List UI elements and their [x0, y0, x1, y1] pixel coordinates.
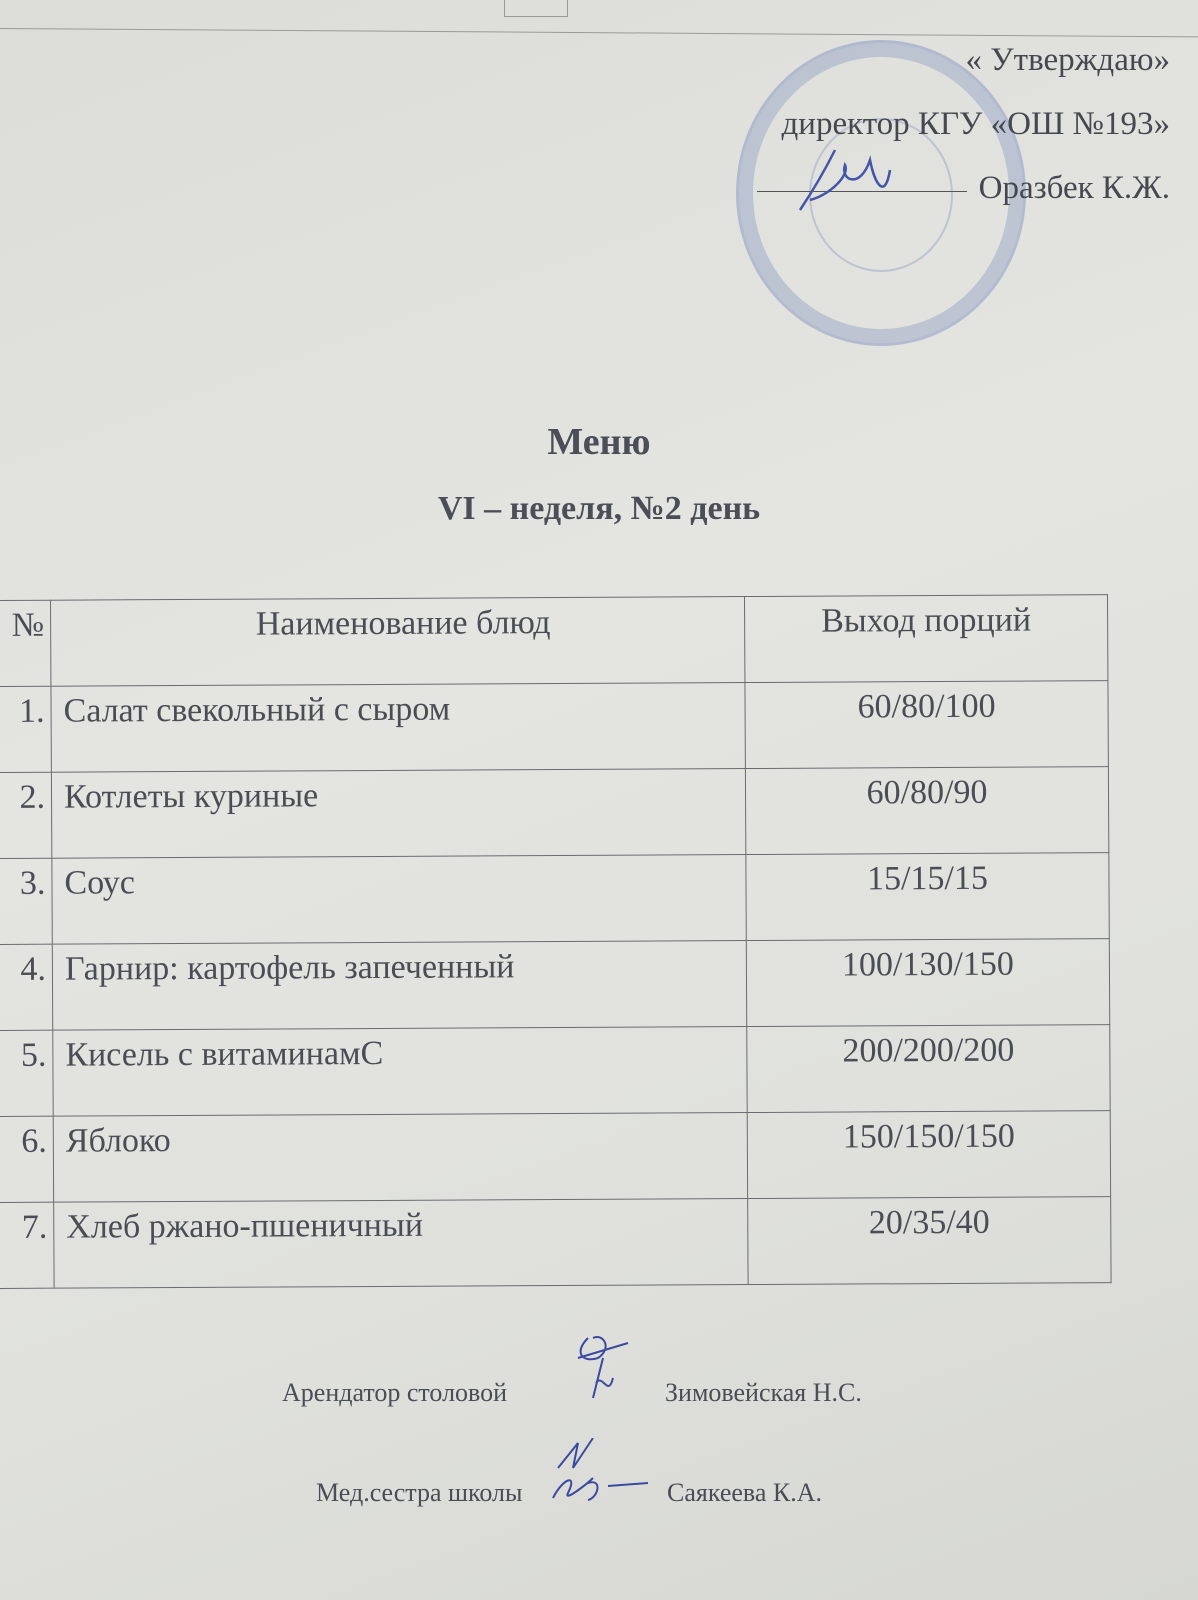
- nurse-role: Мед.сестра школы: [316, 1478, 523, 1507]
- document-title: Меню: [547, 421, 651, 463]
- approval-position: директор КГУ «ОШ №193»: [781, 106, 1170, 142]
- row-no: 4.: [0, 944, 53, 1030]
- table-header-row: [0, 595, 1108, 687]
- row-no: 7.: [0, 1202, 54, 1288]
- row-portion-output: 100/130/150: [746, 939, 1109, 1027]
- nurse-signature-icon: [548, 1438, 658, 1508]
- row-dish-name: Кисель с витаминамС: [53, 1027, 747, 1117]
- row-dish-name: Яблоко: [53, 1113, 747, 1203]
- row-dish-name: Гарнир: картофель запеченный: [52, 941, 746, 1031]
- approval-signature-line: [757, 156, 1170, 220]
- document-subtitle: VI – неделя, №2 день: [437, 490, 761, 527]
- table-row: [0, 681, 1108, 773]
- row-no: 5.: [0, 1030, 53, 1116]
- canteen-name: Зимовейская Н.С.: [665, 1378, 862, 1407]
- table-row: [0, 939, 1110, 1031]
- signature-underline: [757, 191, 967, 192]
- header-no: №: [0, 600, 51, 686]
- header-cell-fragment: [504, 0, 568, 17]
- row-dish-name: Салат свекольный с сыром: [51, 683, 745, 773]
- row-no: 2.: [0, 772, 52, 858]
- header-dish-name: Наименование блюд: [51, 597, 745, 687]
- approval-title: « Утверждаю»: [965, 42, 1170, 78]
- nurse-name: Саякеева К.А.: [667, 1478, 822, 1507]
- table-row: [0, 1025, 1110, 1117]
- row-dish-name: Котлеты куриные: [51, 769, 745, 859]
- table-row: [0, 1197, 1111, 1289]
- table-row: [0, 853, 1109, 945]
- canteen-role: Арендатор столовой: [282, 1378, 508, 1407]
- row-portion-output: 200/200/200: [747, 1025, 1110, 1113]
- row-no: 6.: [0, 1116, 54, 1202]
- menu-table: [0, 594, 1112, 1289]
- row-portion-output: 150/150/150: [747, 1111, 1110, 1199]
- row-dish-name: Соус: [52, 855, 746, 945]
- row-dish-name: Хлеб ржано-пшеничный: [54, 1199, 748, 1289]
- row-no: 3.: [0, 858, 52, 944]
- row-portion-output: 60/80/90: [745, 767, 1108, 855]
- approval-block: [757, 28, 1170, 220]
- canteen-signature-icon: [568, 1328, 638, 1403]
- row-portion-output: 20/35/40: [748, 1197, 1111, 1285]
- table-row: [0, 767, 1109, 859]
- director-name: Оразбек К.Ж.: [978, 170, 1170, 206]
- row-no: 1.: [0, 686, 51, 772]
- table-row: [0, 1111, 1111, 1203]
- row-portion-output: 60/80/100: [745, 681, 1108, 769]
- row-portion-output: 15/15/15: [746, 853, 1109, 941]
- header-portion-output: Выход порций: [744, 595, 1107, 683]
